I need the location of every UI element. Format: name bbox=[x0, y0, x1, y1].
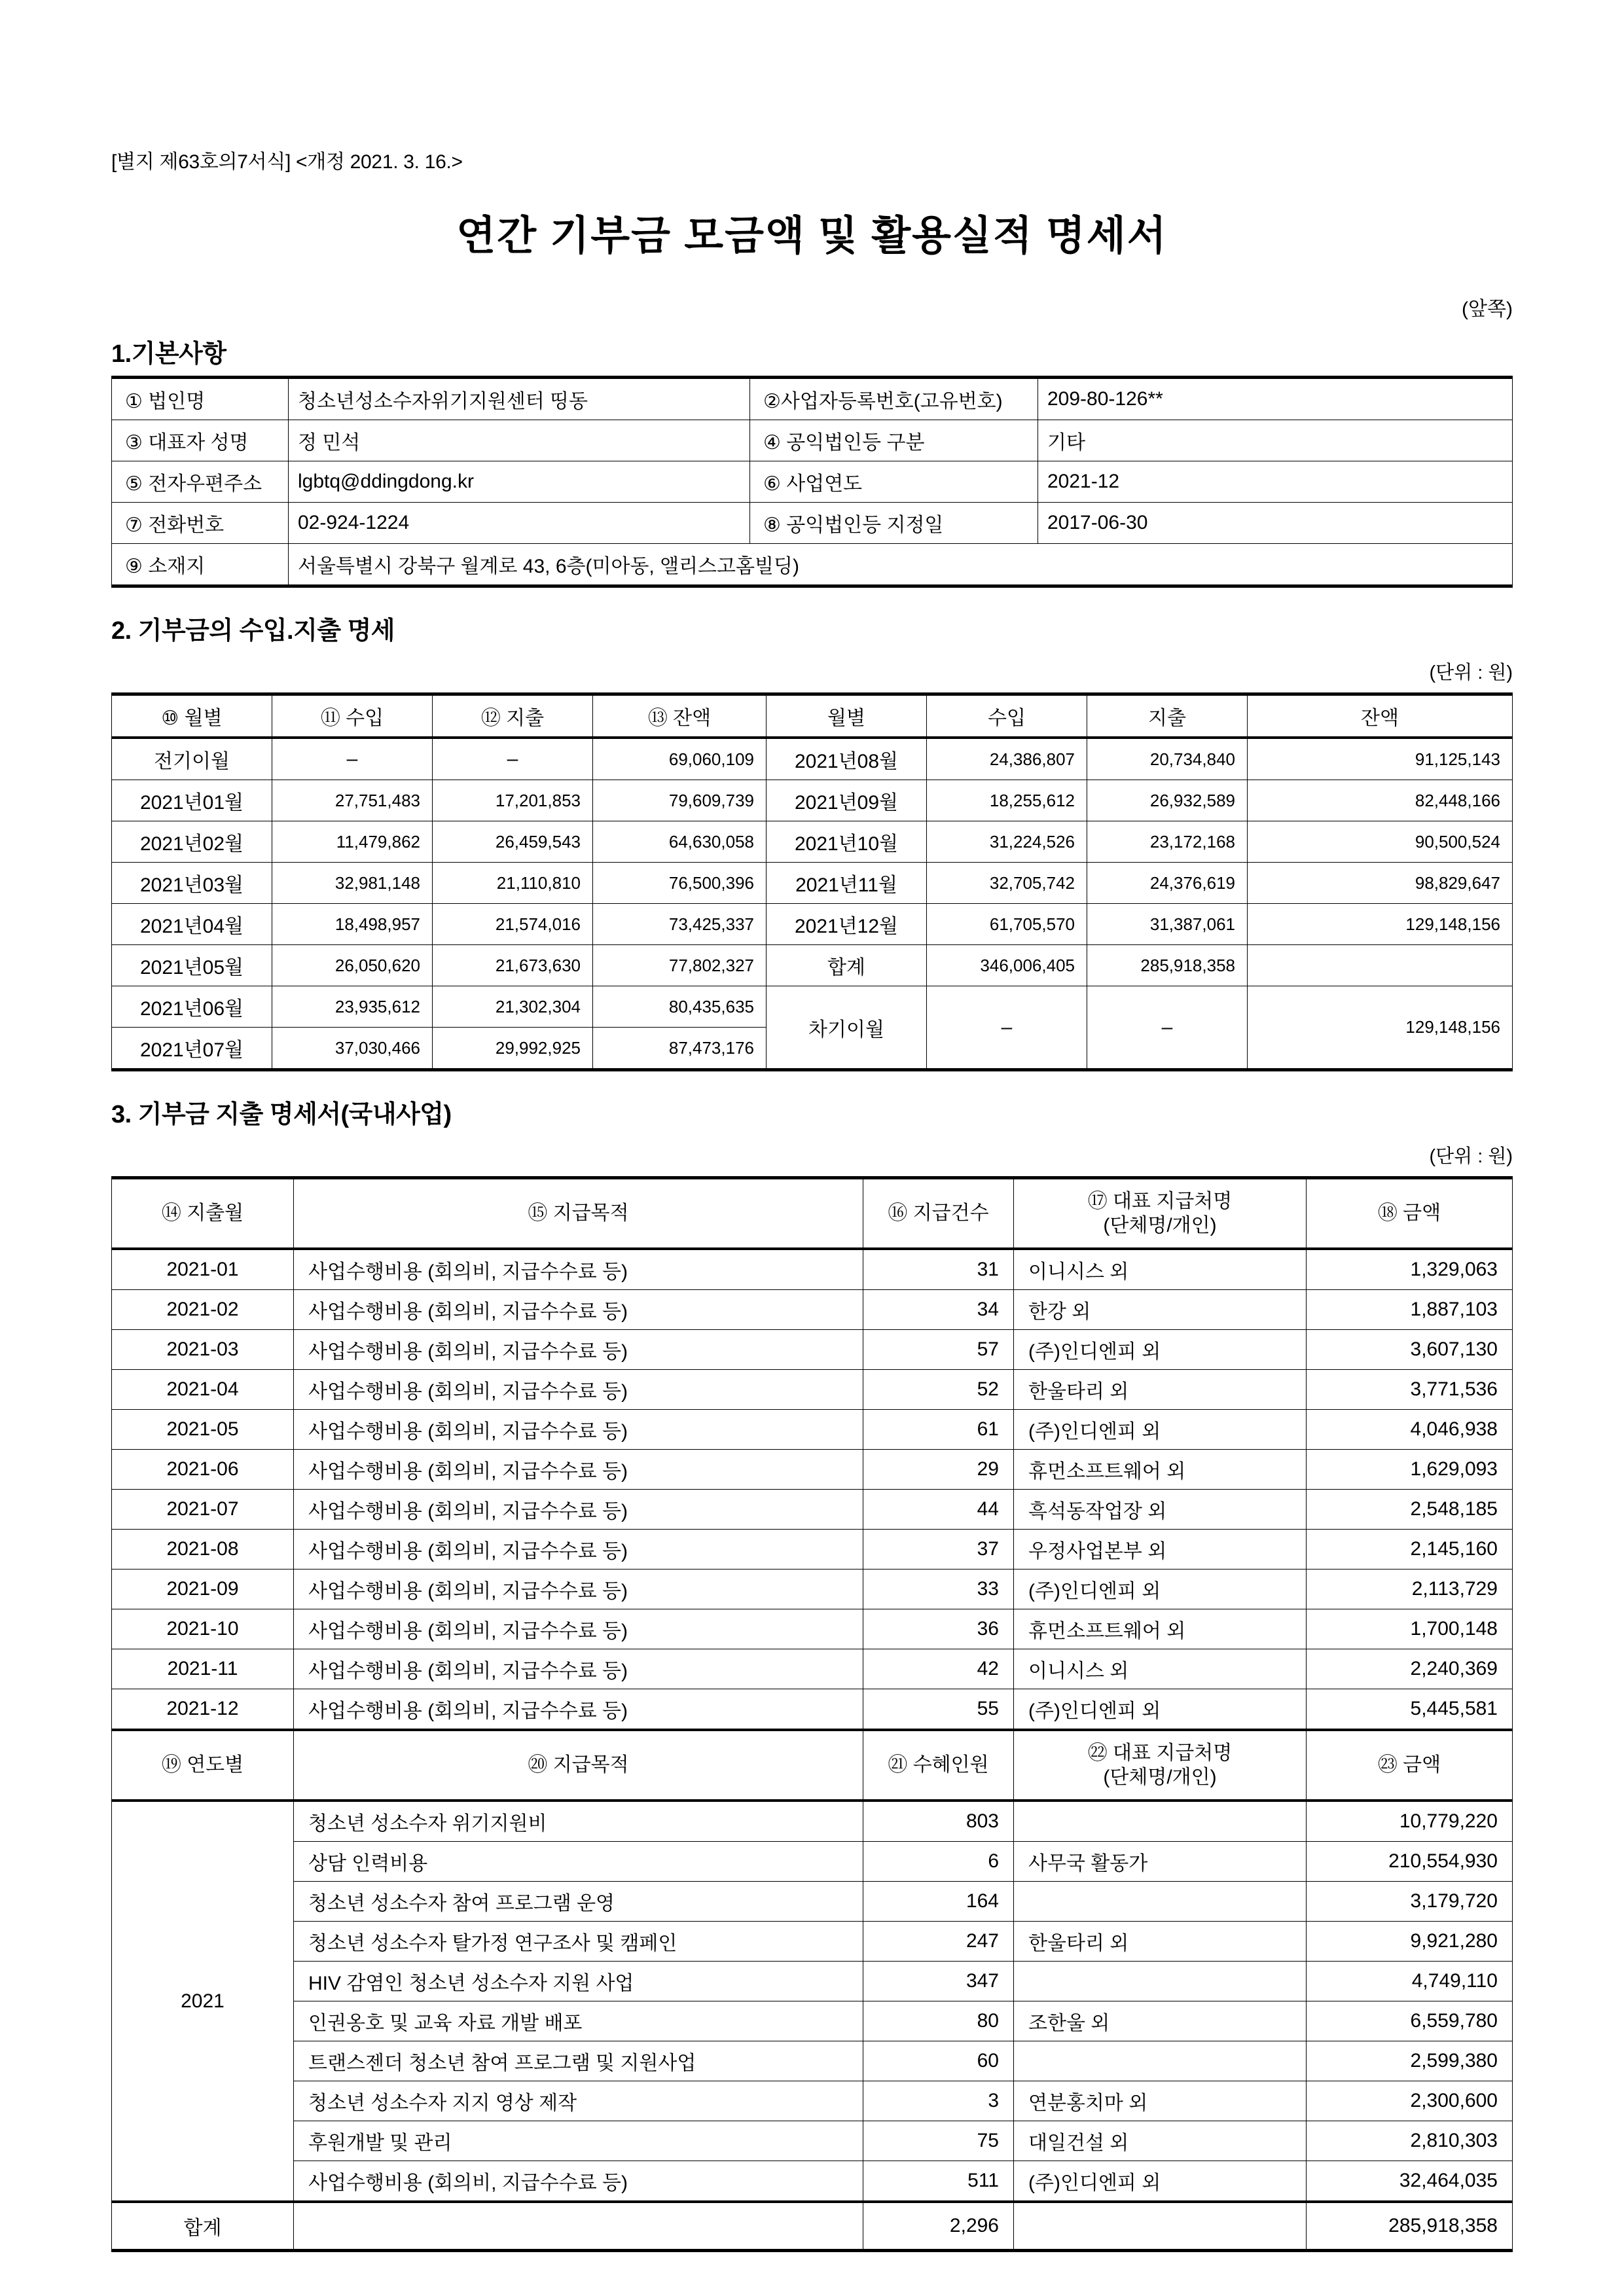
col-month-right: 월별 bbox=[767, 694, 927, 738]
yearly-count: 511 bbox=[863, 2161, 1014, 2202]
total-expense: 285,918,358 bbox=[1087, 945, 1248, 986]
yearly-purpose: 청소년 성소수자 참여 프로그램 운영 bbox=[294, 1882, 863, 1922]
month-label: 2021년04월 bbox=[112, 904, 272, 945]
basic-label-rep-name: ③ 대표자 성명 bbox=[112, 420, 289, 461]
basic-value-rep-name: 정 민석 bbox=[289, 420, 750, 461]
yearly-payee: 사무국 활동가 bbox=[1014, 1842, 1307, 1882]
basic-info-table bbox=[111, 376, 1513, 588]
table-row bbox=[112, 1842, 1513, 1882]
col-expense-amount: ⑱ 금액 bbox=[1307, 1178, 1513, 1249]
month-expense: 20,734,840 bbox=[1087, 738, 1248, 780]
table-row bbox=[112, 544, 1513, 586]
carryforward-expense: – bbox=[1087, 986, 1248, 1070]
yearly-purpose: 청소년 성소수자 위기지원비 bbox=[294, 1801, 863, 1842]
expense-amount: 1,700,148 bbox=[1307, 1609, 1513, 1649]
col-month-left: ⑩ 월별 bbox=[112, 694, 272, 738]
yearly-payee: 조한울 외 bbox=[1014, 2001, 1307, 2041]
expense-month: 2021-11 bbox=[112, 1649, 294, 1689]
expense-payee: 휴먼소프트웨어 외 bbox=[1014, 1450, 1307, 1490]
month-expense: 21,673,630 bbox=[433, 945, 593, 986]
yearly-count: 247 bbox=[863, 1922, 1014, 1962]
expense-payee: 한강 외 bbox=[1014, 1290, 1307, 1330]
table-row bbox=[112, 1801, 1513, 1842]
expense-count: 57 bbox=[863, 1330, 1014, 1370]
table-row bbox=[112, 2041, 1513, 2081]
expense-payee: (주)인디엔피 외 bbox=[1014, 1689, 1307, 1731]
expense-purpose: 사업수행비용 (회의비, 지급수수료 등) bbox=[294, 1649, 863, 1689]
basic-value-fiscal-year: 2021-12 bbox=[1038, 461, 1513, 503]
yearly-count: 75 bbox=[863, 2121, 1014, 2161]
month-expense: – bbox=[433, 738, 593, 780]
month-income: 61,705,570 bbox=[927, 904, 1087, 945]
expense-purpose: 사업수행비용 (회의비, 지급수수료 등) bbox=[294, 1490, 863, 1530]
yearly-count: 347 bbox=[863, 1962, 1014, 2001]
yearly-payee bbox=[1014, 2041, 1307, 2081]
table-header-row bbox=[112, 694, 1513, 738]
table-row bbox=[112, 945, 1513, 986]
month-balance: 79,609,739 bbox=[593, 780, 767, 821]
yearly-purpose: 청소년 성소수자 지지 영상 제작 bbox=[294, 2081, 863, 2121]
expense-count: 42 bbox=[863, 1649, 1014, 1689]
carryforward-income: – bbox=[927, 986, 1087, 1070]
col-yearly-purpose: ⑳ 지급목적 bbox=[294, 1730, 863, 1801]
table-row bbox=[112, 1330, 1513, 1370]
basic-label-org-type: ④ 공익법인등 구분 bbox=[750, 420, 1038, 461]
table-row bbox=[112, 2121, 1513, 2161]
expense-purpose: 사업수행비용 (회의비, 지급수수료 등) bbox=[294, 1609, 863, 1649]
table-row bbox=[112, 461, 1513, 503]
col-income-left: ⑪ 수입 bbox=[272, 694, 433, 738]
expense-month: 2021-08 bbox=[112, 1530, 294, 1570]
month-expense: 21,302,304 bbox=[433, 986, 593, 1028]
table-row bbox=[112, 1570, 1513, 1609]
section3-unit-note: (단위 : 원) bbox=[1429, 1146, 1513, 1167]
page-side-note: (앞쪽) bbox=[1462, 298, 1513, 320]
col-yearly-year: ⑲ 연도별 bbox=[112, 1730, 294, 1801]
expense-count: 34 bbox=[863, 1290, 1014, 1330]
month-balance: 77,802,327 bbox=[593, 945, 767, 986]
month-balance: 87,473,176 bbox=[593, 1028, 767, 1070]
expense-month: 2021-03 bbox=[112, 1330, 294, 1370]
expense-amount: 2,548,185 bbox=[1307, 1490, 1513, 1530]
total-balance bbox=[1248, 945, 1513, 986]
yearly-purpose: 청소년 성소수자 탈가정 연구조사 및 캠페인 bbox=[294, 1922, 863, 1962]
grand-total-label: 합계 bbox=[112, 2202, 294, 2251]
section1-heading: 1.기본사항 bbox=[111, 340, 226, 368]
expense-count: 37 bbox=[863, 1530, 1014, 1570]
table-row bbox=[112, 821, 1513, 863]
month-label: 2021년08월 bbox=[767, 738, 927, 780]
table-row bbox=[112, 1882, 1513, 1922]
month-balance: 73,425,337 bbox=[593, 904, 767, 945]
expense-count: 55 bbox=[863, 1689, 1014, 1731]
table-row bbox=[112, 2001, 1513, 2041]
yearly-purpose: HIV 감염인 청소년 성소수자 지원 사업 bbox=[294, 1962, 863, 2001]
expense-detail-table bbox=[111, 1176, 1513, 2252]
month-label: 2021년10월 bbox=[767, 821, 927, 863]
yearly-amount: 2,300,600 bbox=[1307, 2081, 1513, 2121]
basic-label-biz-number: ②사업자등록번호(고유번호) bbox=[750, 378, 1038, 420]
total-row-label: 합계 bbox=[767, 945, 927, 986]
table-row bbox=[112, 1450, 1513, 1490]
expense-amount: 4,046,938 bbox=[1307, 1410, 1513, 1450]
month-income: – bbox=[272, 738, 433, 780]
section2-heading: 2. 기부금의 수입.지출 명세 bbox=[111, 617, 395, 645]
month-expense: 31,387,061 bbox=[1087, 904, 1248, 945]
expense-purpose: 사업수행비용 (회의비, 지급수수료 등) bbox=[294, 1450, 863, 1490]
expense-count: 44 bbox=[863, 1490, 1014, 1530]
month-income: 32,705,742 bbox=[927, 863, 1087, 904]
expense-amount: 2,240,369 bbox=[1307, 1649, 1513, 1689]
table-row bbox=[112, 420, 1513, 461]
yearly-amount: 10,779,220 bbox=[1307, 1801, 1513, 1842]
month-label: 2021년07월 bbox=[112, 1028, 272, 1070]
yearly-amount: 9,921,280 bbox=[1307, 1922, 1513, 1962]
grand-total-amount: 285,918,358 bbox=[1307, 2202, 1513, 2251]
expense-count: 33 bbox=[863, 1570, 1014, 1609]
col-expense-right: 지출 bbox=[1087, 694, 1248, 738]
expense-purpose: 사업수행비용 (회의비, 지급수수료 등) bbox=[294, 1689, 863, 1731]
table-row bbox=[112, 1649, 1513, 1689]
col-expense-left: ⑫ 지출 bbox=[433, 694, 593, 738]
table-row bbox=[112, 1290, 1513, 1330]
table-row bbox=[112, 904, 1513, 945]
expense-amount: 1,887,103 bbox=[1307, 1290, 1513, 1330]
table-row bbox=[112, 1490, 1513, 1530]
col-expense-month: ⑭ 지출월 bbox=[112, 1178, 294, 1249]
table-row bbox=[112, 1922, 1513, 1962]
yearly-payee: 대일건설 외 bbox=[1014, 2121, 1307, 2161]
basic-label-corp-name: ① 법인명 bbox=[112, 378, 289, 420]
col-yearly-count: ㉑ 수혜인원 bbox=[863, 1730, 1014, 1801]
yearly-payee bbox=[1014, 1882, 1307, 1922]
expense-purpose: 사업수행비용 (회의비, 지급수수료 등) bbox=[294, 1249, 863, 1290]
expense-count: 61 bbox=[863, 1410, 1014, 1450]
section3-heading: 3. 기부금 지출 명세서(국내사업) bbox=[111, 1101, 452, 1128]
expense-payee: 휴먼소프트웨어 외 bbox=[1014, 1609, 1307, 1649]
month-balance: 64,630,058 bbox=[593, 821, 767, 863]
expense-purpose: 사업수행비용 (회의비, 지급수수료 등) bbox=[294, 1410, 863, 1450]
col-yearly-amount: ㉓ 금액 bbox=[1307, 1730, 1513, 1801]
basic-label-designation-date: ⑧ 공익법인등 지정일 bbox=[750, 503, 1038, 544]
month-income: 26,050,620 bbox=[272, 945, 433, 986]
col-yearly-payee bbox=[1014, 1730, 1307, 1801]
month-balance: 90,500,524 bbox=[1248, 821, 1513, 863]
month-expense: 21,110,810 bbox=[433, 863, 593, 904]
table-row bbox=[112, 738, 1513, 780]
table-row bbox=[112, 2202, 1513, 2251]
yearly-amount: 32,464,035 bbox=[1307, 2161, 1513, 2202]
expense-payee: (주)인디엔피 외 bbox=[1014, 1330, 1307, 1370]
yearly-purpose: 상담 인력비용 bbox=[294, 1842, 863, 1882]
expense-month: 2021-12 bbox=[112, 1689, 294, 1731]
expense-month: 2021-05 bbox=[112, 1410, 294, 1450]
expense-month: 2021-04 bbox=[112, 1370, 294, 1410]
expense-payee: (주)인디엔피 외 bbox=[1014, 1570, 1307, 1609]
col-yearly-payee-line2: (단체명/개인) bbox=[1103, 1767, 1217, 1788]
basic-label-address: ⑨ 소재지 bbox=[112, 544, 289, 586]
yearly-purpose: 인권옹호 및 교육 자료 개발 배포 bbox=[294, 2001, 863, 2041]
month-balance: 76,500,396 bbox=[593, 863, 767, 904]
table-row bbox=[112, 1609, 1513, 1649]
month-label: 2021년06월 bbox=[112, 986, 272, 1028]
expense-purpose: 사업수행비용 (회의비, 지급수수료 등) bbox=[294, 1290, 863, 1330]
table-row bbox=[112, 1689, 1513, 1731]
page-title: 연간 기부금 모금액 및 활용실적 명세서 bbox=[456, 213, 1168, 259]
basic-label-fiscal-year: ⑥ 사업연도 bbox=[750, 461, 1038, 503]
yearly-payee bbox=[1014, 1801, 1307, 1842]
col-expense-purpose: ⑮ 지급목적 bbox=[294, 1178, 863, 1249]
yearly-count: 60 bbox=[863, 2041, 1014, 2081]
month-expense: 21,574,016 bbox=[433, 904, 593, 945]
month-label: 2021년01월 bbox=[112, 780, 272, 821]
month-income: 31,224,526 bbox=[927, 821, 1087, 863]
basic-value-phone: 02-924-1224 bbox=[289, 503, 750, 544]
carryforward-balance: 129,148,156 bbox=[1248, 986, 1513, 1070]
yearly-purpose: 트랜스젠더 청소년 참여 프로그램 및 지원사업 bbox=[294, 2041, 863, 2081]
expense-payee: 흑석동작업장 외 bbox=[1014, 1490, 1307, 1530]
yearly-count: 164 bbox=[863, 1882, 1014, 1922]
month-income: 24,386,807 bbox=[927, 738, 1087, 780]
table-header-row bbox=[112, 1178, 1513, 1249]
table-row bbox=[112, 2161, 1513, 2202]
grand-total-count: 2,296 bbox=[863, 2202, 1014, 2251]
month-expense: 29,992,925 bbox=[433, 1028, 593, 1070]
basic-label-phone: ⑦ 전화번호 bbox=[112, 503, 289, 544]
expense-month: 2021-06 bbox=[112, 1450, 294, 1490]
basic-value-biz-number: 209-80-126** bbox=[1038, 378, 1513, 420]
col-yearly-payee-line1: ㉒ 대표 지급처명 bbox=[1087, 1742, 1233, 1764]
expense-month: 2021-02 bbox=[112, 1290, 294, 1330]
yearly-payee: (주)인디엔피 외 bbox=[1014, 2161, 1307, 2202]
table-row bbox=[112, 1962, 1513, 2001]
month-income: 18,498,957 bbox=[272, 904, 433, 945]
col-expense-payee-line1: ⑰ 대표 지급처명 bbox=[1087, 1190, 1233, 1212]
expense-amount: 3,607,130 bbox=[1307, 1330, 1513, 1370]
grand-total-payee bbox=[1014, 2202, 1307, 2251]
yearly-amount: 6,559,780 bbox=[1307, 2001, 1513, 2041]
month-expense: 17,201,853 bbox=[433, 780, 593, 821]
total-income: 346,006,405 bbox=[927, 945, 1087, 986]
col-income-right: 수입 bbox=[927, 694, 1087, 738]
yearly-amount: 210,554,930 bbox=[1307, 1842, 1513, 1882]
table-row bbox=[112, 2081, 1513, 2121]
expense-purpose: 사업수행비용 (회의비, 지급수수료 등) bbox=[294, 1530, 863, 1570]
basic-value-corp-name: 청소년성소수자위기지원센터 띵동 bbox=[289, 378, 750, 420]
table-row bbox=[112, 986, 1513, 1028]
carryforward-label: 차기이월 bbox=[767, 986, 927, 1070]
expense-count: 29 bbox=[863, 1450, 1014, 1490]
month-label: 2021년12월 bbox=[767, 904, 927, 945]
table-row bbox=[112, 780, 1513, 821]
yearly-count: 6 bbox=[863, 1842, 1014, 1882]
month-label: 2021년05월 bbox=[112, 945, 272, 986]
expense-payee: 한울타리 외 bbox=[1014, 1370, 1307, 1410]
basic-info-body bbox=[112, 378, 1513, 586]
month-expense: 24,376,619 bbox=[1087, 863, 1248, 904]
basic-value-address: 서울특별시 강북구 월계로 43, 6층(미아동, 앨리스고홈빌딩) bbox=[289, 544, 1513, 586]
expense-payee: (주)인디엔피 외 bbox=[1014, 1410, 1307, 1450]
month-balance: 98,829,647 bbox=[1248, 863, 1513, 904]
month-income: 23,935,612 bbox=[272, 986, 433, 1028]
expense-amount: 2,145,160 bbox=[1307, 1530, 1513, 1570]
month-label: 2021년11월 bbox=[767, 863, 927, 904]
table-row bbox=[112, 503, 1513, 544]
yearly-count: 3 bbox=[863, 2081, 1014, 2121]
yearly-purpose: 후원개발 및 관리 bbox=[294, 2121, 863, 2161]
table-row bbox=[112, 1410, 1513, 1450]
yearly-purpose: 사업수행비용 (회의비, 지급수수료 등) bbox=[294, 2161, 863, 2202]
col-expense-count: ⑯ 지급건수 bbox=[863, 1178, 1014, 1249]
expense-purpose: 사업수행비용 (회의비, 지급수수료 등) bbox=[294, 1330, 863, 1370]
basic-value-designation-date: 2017-06-30 bbox=[1038, 503, 1513, 544]
yearly-amount: 2,810,303 bbox=[1307, 2121, 1513, 2161]
expense-month: 2021-10 bbox=[112, 1609, 294, 1649]
expense-count: 36 bbox=[863, 1609, 1014, 1649]
month-balance: 129,148,156 bbox=[1248, 904, 1513, 945]
yearly-payee: 한울타리 외 bbox=[1014, 1922, 1307, 1962]
expense-amount: 2,113,729 bbox=[1307, 1570, 1513, 1609]
expense-purpose: 사업수행비용 (회의비, 지급수수료 등) bbox=[294, 1570, 863, 1609]
yearly-payee: 연분홍치마 외 bbox=[1014, 2081, 1307, 2121]
expense-count: 31 bbox=[863, 1249, 1014, 1290]
month-balance: 69,060,109 bbox=[593, 738, 767, 780]
expense-month: 2021-09 bbox=[112, 1570, 294, 1609]
expense-month: 2021-07 bbox=[112, 1490, 294, 1530]
yearly-payee bbox=[1014, 1962, 1307, 2001]
yearly-amount: 4,749,110 bbox=[1307, 1962, 1513, 2001]
col-balance-left: ⑬ 잔액 bbox=[593, 694, 767, 738]
month-income: 37,030,466 bbox=[272, 1028, 433, 1070]
form-reference-note: [별지 제63호의7서식] <개정 2021. 3. 16.> bbox=[111, 151, 463, 173]
expense-amount: 1,629,093 bbox=[1307, 1450, 1513, 1490]
basic-label-email: ⑤ 전자우편주소 bbox=[112, 461, 289, 503]
month-balance: 91,125,143 bbox=[1248, 738, 1513, 780]
yearly-year-label: 2021 bbox=[112, 1801, 294, 2202]
month-income: 11,479,862 bbox=[272, 821, 433, 863]
yearly-count: 80 bbox=[863, 2001, 1014, 2041]
expense-count: 52 bbox=[863, 1370, 1014, 1410]
table-row bbox=[112, 378, 1513, 420]
expense-amount: 3,771,536 bbox=[1307, 1370, 1513, 1410]
month-expense: 23,172,168 bbox=[1087, 821, 1248, 863]
yearly-amount: 2,599,380 bbox=[1307, 2041, 1513, 2081]
month-income: 18,255,612 bbox=[927, 780, 1087, 821]
monthly-cashflow-table bbox=[111, 692, 1513, 1071]
basic-value-org-type: 기타 bbox=[1038, 420, 1513, 461]
month-label: 전기이월 bbox=[112, 738, 272, 780]
table-header-row bbox=[112, 1730, 1513, 1801]
month-expense: 26,932,589 bbox=[1087, 780, 1248, 821]
month-label: 2021년03월 bbox=[112, 863, 272, 904]
month-label: 2021년02월 bbox=[112, 821, 272, 863]
yearly-amount: 3,179,720 bbox=[1307, 1882, 1513, 1922]
col-balance-right: 잔액 bbox=[1248, 694, 1513, 738]
monthly-cashflow-body bbox=[112, 738, 1513, 1070]
month-income: 27,751,483 bbox=[272, 780, 433, 821]
table-row bbox=[112, 1530, 1513, 1570]
yearly-count: 803 bbox=[863, 1801, 1014, 1842]
expense-monthly-section bbox=[112, 1178, 1513, 2251]
expense-payee: 우정사업본부 외 bbox=[1014, 1530, 1307, 1570]
month-income: 32,981,148 bbox=[272, 863, 433, 904]
table-row bbox=[112, 1249, 1513, 1290]
expense-amount: 5,445,581 bbox=[1307, 1689, 1513, 1731]
basic-value-email: lgbtq@ddingdong.kr bbox=[289, 461, 750, 503]
month-label: 2021년09월 bbox=[767, 780, 927, 821]
expense-amount: 1,329,063 bbox=[1307, 1249, 1513, 1290]
expense-payee: 이니시스 외 bbox=[1014, 1249, 1307, 1290]
col-expense-payee-line2: (단체명/개인) bbox=[1103, 1215, 1217, 1236]
expense-month: 2021-01 bbox=[112, 1249, 294, 1290]
month-balance: 82,448,166 bbox=[1248, 780, 1513, 821]
month-balance: 80,435,635 bbox=[593, 986, 767, 1028]
section2-unit-note: (단위 : 원) bbox=[1429, 662, 1513, 683]
monthly-cashflow-head bbox=[112, 694, 1513, 738]
col-expense-payee bbox=[1014, 1178, 1307, 1249]
expense-payee: 이니시스 외 bbox=[1014, 1649, 1307, 1689]
table-row bbox=[112, 1370, 1513, 1410]
expense-purpose: 사업수행비용 (회의비, 지급수수료 등) bbox=[294, 1370, 863, 1410]
month-expense: 26,459,543 bbox=[433, 821, 593, 863]
grand-total-purpose bbox=[294, 2202, 863, 2251]
table-row bbox=[112, 863, 1513, 904]
